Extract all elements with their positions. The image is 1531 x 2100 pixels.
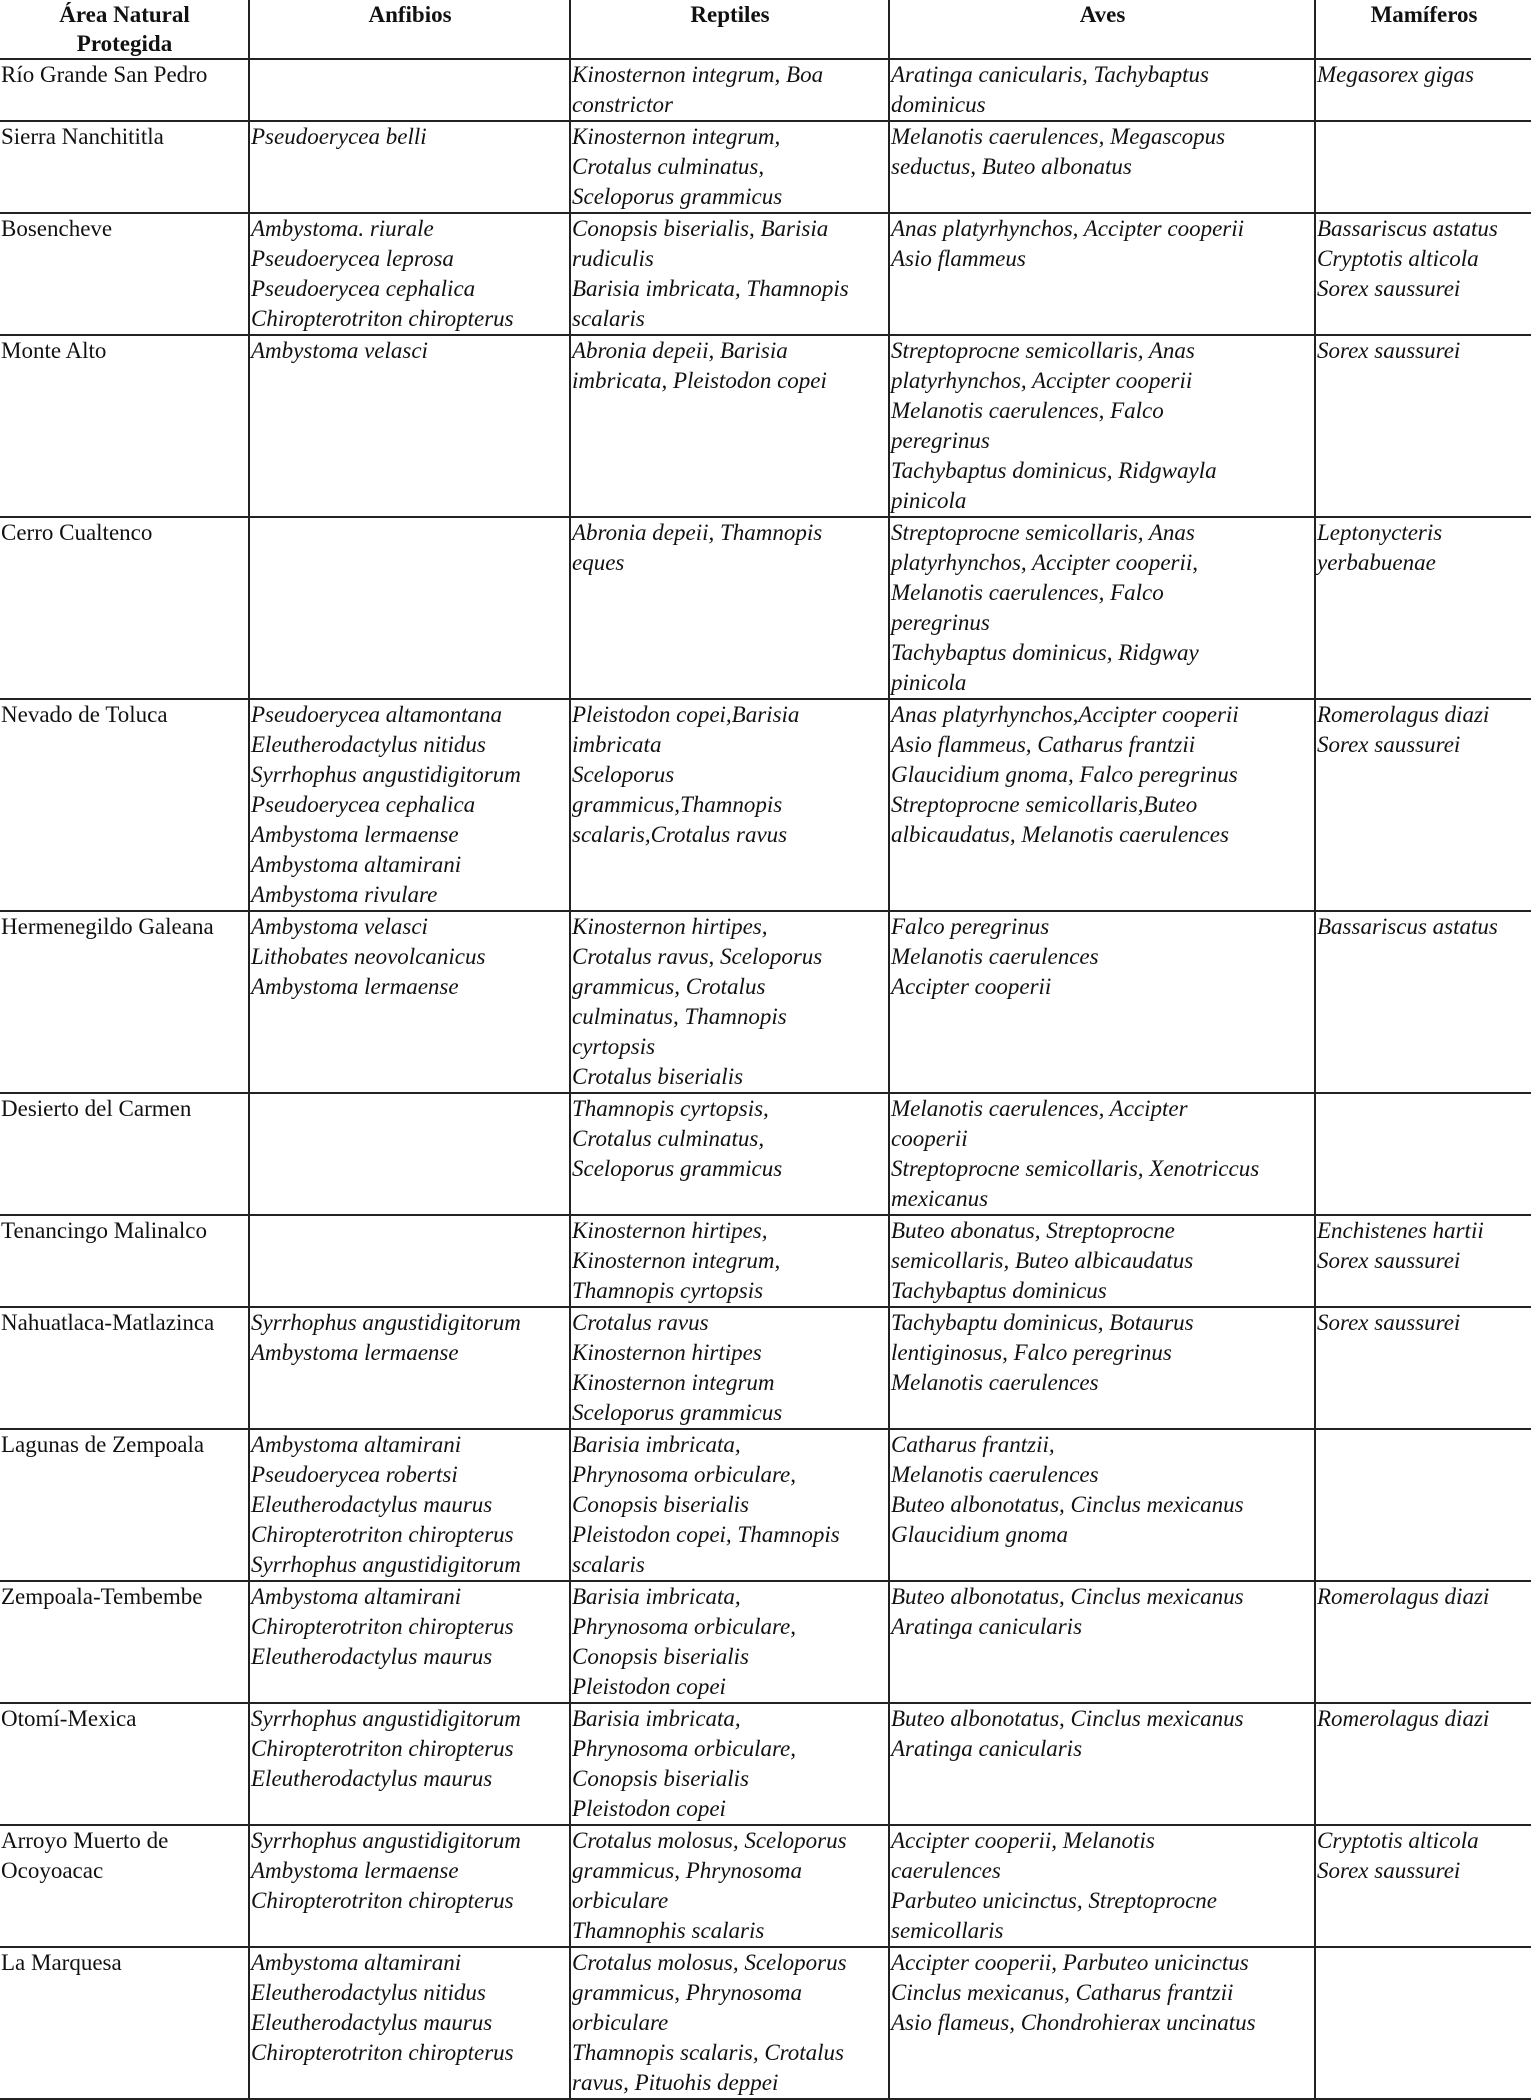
cell-anfibios <box>249 335 570 517</box>
header-text: Protegida <box>76 31 173 56</box>
cell-anfibios <box>249 121 570 213</box>
area-name: Lagunas de Zempoala <box>1 1432 205 1457</box>
cell-aves <box>889 335 1315 517</box>
species-name: Abronia depeii, Barisia <box>572 338 788 363</box>
species-name: Melanotis caerulences <box>891 1462 1099 1487</box>
species-name: seductus, Buteo albonatus <box>891 154 1132 179</box>
cell-mamiferos <box>1315 1429 1531 1581</box>
cell-mamiferos <box>1315 1307 1531 1429</box>
species-name: Ambystoma lermaense <box>251 974 459 999</box>
species-name: Chiropterotriton chiropterus <box>251 306 514 331</box>
species-name: Crotalus molosus, Sceloporus <box>572 1828 847 1853</box>
cell-mamiferos <box>1315 1215 1531 1307</box>
species-name: Aratinga canicularis <box>891 1736 1083 1761</box>
species-name: Cryptotis alticola <box>1317 1828 1479 1853</box>
species-name: Ambystoma. riurale <box>251 216 434 241</box>
species-name: Kinosternon integrum, Boa <box>572 62 824 87</box>
species-name: imbricata <box>572 732 662 757</box>
species-name: Syrrhophus angustidigitorum <box>251 1552 521 1577</box>
species-name: Streptoprocne semicollaris, Anas <box>891 338 1195 363</box>
species-name: Glaucidium gnoma <box>891 1522 1068 1547</box>
species-name: platyrhynchos, Accipter cooperii <box>891 368 1193 393</box>
header-row <box>0 0 1531 59</box>
species-name: Crotalus ravus <box>572 1310 709 1335</box>
species-name: Ambystoma lermaense <box>251 1858 459 1883</box>
species-name: Eleutherodactylus maurus <box>251 1766 493 1791</box>
species-name: albicaudatus, Melanotis caerulences <box>891 822 1229 847</box>
cell-anfibios <box>249 517 570 699</box>
area-name: Nahuatlaca-Matlazinca <box>1 1310 215 1335</box>
species-name: Asio flameus, Chondrohierax uncinatus <box>891 2010 1256 2035</box>
species-name: Melanotis caerulences <box>891 944 1099 969</box>
cell-area <box>0 1947 249 2099</box>
species-name: Syrrhophus angustidigitorum <box>251 1828 521 1853</box>
species-name: Romerolagus diazi <box>1317 702 1490 727</box>
species-name: Ambystoma lermaense <box>251 822 459 847</box>
species-name: Sceloporus <box>572 762 675 787</box>
species-name: Catharus frantzii, <box>891 1432 1055 1457</box>
species-name: Parbuteo unicinctus, Streptoprocne <box>891 1888 1217 1913</box>
species-name: Glaucidium gnoma, Falco peregrinus <box>891 762 1238 787</box>
species-name: Streptoprocne semicollaris, Xenotriccus <box>891 1156 1260 1181</box>
species-name: Conopsis biserialis, Barisia <box>572 216 829 241</box>
table-row <box>0 1947 1531 2099</box>
cell-reptiles <box>570 517 889 699</box>
species-name: Sorex saussurei <box>1317 1858 1461 1883</box>
species-name: Ambystoma altamirani <box>251 1432 462 1457</box>
species-name: Chiropterotriton chiropterus <box>251 1888 514 1913</box>
species-name: Sceloporus grammicus <box>572 184 783 209</box>
header-reptiles <box>570 0 889 59</box>
species-name: Phrynosoma orbiculare, <box>572 1462 797 1487</box>
species-name: grammicus, Phrynosoma <box>572 1980 802 2005</box>
species-name: grammicus, Crotalus <box>572 974 766 999</box>
area-name: Desierto del Carmen <box>1 1096 192 1121</box>
area-name: Tenancingo Malinalco <box>1 1218 207 1243</box>
cell-reptiles <box>570 1093 889 1215</box>
species-name: Pseudoerycea leprosa <box>251 246 454 271</box>
species-name: Buteo albonotatus, Cinclus mexicanus <box>891 1706 1244 1731</box>
species-name: eques <box>572 550 625 575</box>
table-row <box>0 121 1531 213</box>
header-area <box>0 0 249 59</box>
species-name: Asio flammeus, Catharus frantzii <box>891 732 1196 757</box>
area-name: Cerro Cualtenco <box>1 520 153 545</box>
species-name: Enchistenes hartii <box>1317 1218 1484 1243</box>
species-name: Melanotis caerulences, Falco <box>891 580 1164 605</box>
cell-area <box>0 213 249 335</box>
species-name: Syrrhophus angustidigitorum <box>251 1310 521 1335</box>
area-name: Bosencheve <box>1 216 113 241</box>
species-name: grammicus,Thamnopis <box>572 792 783 817</box>
species-name: Sorex saussurei <box>1317 338 1461 363</box>
cell-aves <box>889 911 1315 1093</box>
species-name: orbiculare <box>572 2010 669 2035</box>
species-name: Ambystoma velasci <box>251 914 428 939</box>
cell-area <box>0 1703 249 1825</box>
cell-aves <box>889 1093 1315 1215</box>
cell-area <box>0 1093 249 1215</box>
species-name: scalaris <box>572 306 645 331</box>
cell-reptiles <box>570 1429 889 1581</box>
table-row <box>0 1429 1531 1581</box>
species-name: grammicus, Phrynosoma <box>572 1858 802 1883</box>
area-name: Monte Alto <box>1 338 107 363</box>
cell-aves <box>889 1947 1315 2099</box>
species-name: Melanotis caerulences, Falco <box>891 398 1164 423</box>
species-name: Sorex saussurei <box>1317 732 1461 757</box>
species-name: Accipter cooperii, Melanotis <box>891 1828 1155 1853</box>
table-row <box>0 1093 1531 1215</box>
species-name: Kinosternon hirtipes, <box>572 914 768 939</box>
species-name: Chiropterotriton chiropterus <box>251 1522 514 1547</box>
species-name: rudiculis <box>572 246 654 271</box>
cell-mamiferos <box>1315 335 1531 517</box>
area-name: Ocoyoacac <box>1 1858 104 1883</box>
species-name: Streptoprocne semicollaris, Anas <box>891 520 1195 545</box>
species-name: Conopsis biserialis <box>572 1492 750 1517</box>
cell-anfibios <box>249 213 570 335</box>
species-name: Barisia imbricata, <box>572 1706 741 1731</box>
cell-area <box>0 335 249 517</box>
species-name: Asio flammeus <box>891 246 1026 271</box>
table-row <box>0 699 1531 911</box>
species-name: Romerolagus diazi <box>1317 1706 1490 1731</box>
cell-anfibios <box>249 1429 570 1581</box>
table-row <box>0 335 1531 517</box>
cell-reptiles <box>570 1825 889 1947</box>
species-name: peregrinus <box>891 610 990 635</box>
header-text: Área Natural <box>59 2 190 27</box>
cell-reptiles <box>570 335 889 517</box>
species-name: Pleistodon copei, Thamnopis <box>572 1522 840 1547</box>
cell-aves <box>889 213 1315 335</box>
species-name: Pseudoerycea altamontana <box>251 702 503 727</box>
species-name: cyrtopsis <box>572 1034 656 1059</box>
species-name: Anas platyrhynchos, Accipter cooperii <box>891 216 1245 241</box>
table-row <box>0 59 1531 121</box>
cell-anfibios <box>249 1581 570 1703</box>
area-name: Hermenegildo Galeana <box>1 914 214 939</box>
cell-anfibios <box>249 1703 570 1825</box>
species-name: Crotalus culminatus, <box>572 1126 765 1151</box>
header-anfibios <box>249 0 570 59</box>
area-name: Arroyo Muerto de <box>1 1828 169 1853</box>
species-name: Syrrhophus angustidigitorum <box>251 762 521 787</box>
species-name: Leptonycteris <box>1317 520 1443 545</box>
table-row <box>0 1307 1531 1429</box>
cell-reptiles <box>570 1581 889 1703</box>
cell-mamiferos <box>1315 1947 1531 2099</box>
species-name: Ambystoma lermaense <box>251 1340 459 1365</box>
species-name: Pleistodon copei,Barisia <box>572 702 800 727</box>
species-name: Melanotis caerulences, Megascopus <box>891 124 1226 149</box>
cell-anfibios <box>249 911 570 1093</box>
table-body <box>0 59 1531 2099</box>
cell-reptiles <box>570 213 889 335</box>
species-name: Syrrhophus angustidigitorum <box>251 1706 521 1731</box>
species-name: Pseudoerycea robertsi <box>251 1462 458 1487</box>
cell-area <box>0 517 249 699</box>
cell-reptiles <box>570 1947 889 2099</box>
species-name: Crotalus biserialis <box>572 1064 744 1089</box>
species-name: constrictor <box>572 92 673 117</box>
species-name: platyrhynchos, Accipter cooperii, <box>891 550 1199 575</box>
species-name: Chiropterotriton chiropterus <box>251 1736 514 1761</box>
table-row <box>0 517 1531 699</box>
species-name: Tachybaptus dominicus <box>891 1278 1107 1303</box>
cell-mamiferos <box>1315 1825 1531 1947</box>
species-name: Ambystoma altamirani <box>251 852 462 877</box>
species-name: Romerolagus diazi <box>1317 1584 1490 1609</box>
species-name: Crotalus ravus, Sceloporus <box>572 944 823 969</box>
cell-area <box>0 1215 249 1307</box>
cell-area <box>0 59 249 121</box>
species-name: Tachybaptus dominicus, Ridgwayla <box>891 458 1217 483</box>
species-name: caerulences <box>891 1858 1001 1883</box>
species-name: Thamnophis scalaris <box>572 1918 765 1943</box>
species-name: Sorex saussurei <box>1317 1248 1461 1273</box>
species-name: Conopsis biserialis <box>572 1644 750 1669</box>
cell-area <box>0 1307 249 1429</box>
species-name: culminatus, Thamnopis <box>572 1004 787 1029</box>
cell-area <box>0 911 249 1093</box>
area-name: Nevado de Toluca <box>1 702 168 727</box>
cell-area <box>0 1825 249 1947</box>
cell-mamiferos <box>1315 517 1531 699</box>
table-row <box>0 1581 1531 1703</box>
species-name: pinicola <box>891 670 967 695</box>
species-name: Buteo abonatus, Streptoprocne <box>891 1218 1175 1243</box>
cell-mamiferos <box>1315 213 1531 335</box>
species-name: Sorex saussurei <box>1317 1310 1461 1335</box>
cell-aves <box>889 1703 1315 1825</box>
species-name: lentiginosus, Falco peregrinus <box>891 1340 1172 1365</box>
area-name: Zempoala-Tembembe <box>1 1584 203 1609</box>
table-row <box>0 911 1531 1093</box>
species-name: Tachybaptus dominicus, Ridgway <box>891 640 1199 665</box>
species-name: Eleutherodactylus maurus <box>251 1644 493 1669</box>
species-name: Tachybaptu dominicus, Botaurus <box>891 1310 1194 1335</box>
cell-anfibios <box>249 1093 570 1215</box>
species-name: Accipter cooperii <box>891 974 1052 999</box>
species-name: Kinosternon hirtipes <box>572 1340 762 1365</box>
species-name: Sceloporus grammicus <box>572 1400 783 1425</box>
species-name: Bassariscus astatus <box>1317 216 1498 241</box>
cell-mamiferos <box>1315 1581 1531 1703</box>
species-name: Conopsis biserialis <box>572 1766 750 1791</box>
species-name: Phrynosoma orbiculare, <box>572 1614 797 1639</box>
species-name: Melanotis caerulences <box>891 1370 1099 1395</box>
species-name: Anas platyrhynchos,Accipter cooperii <box>891 702 1239 727</box>
table-row <box>0 1825 1531 1947</box>
species-name: Ambystoma velasci <box>251 338 428 363</box>
species-name: Melanotis caerulences, Accipter <box>891 1096 1188 1121</box>
species-name: Thamnopis cyrtopsis <box>572 1278 764 1303</box>
cell-mamiferos <box>1315 1093 1531 1215</box>
species-name: scalaris,Crotalus ravus <box>572 822 788 847</box>
species-name: Sorex saussurei <box>1317 276 1461 301</box>
species-name: scalaris <box>572 1552 645 1577</box>
species-name: semicollaris, Buteo albicaudatus <box>891 1248 1194 1273</box>
species-name: Lithobates neovolcanicus <box>251 944 486 969</box>
header-aves <box>889 0 1315 59</box>
species-name: Thamnopis cyrtopsis, <box>572 1096 769 1121</box>
species-name: Kinosternon hirtipes, <box>572 1218 768 1243</box>
species-name: Ambystoma altamirani <box>251 1584 462 1609</box>
species-name: Pseudoerycea belli <box>251 124 427 149</box>
table-row <box>0 213 1531 335</box>
cell-mamiferos <box>1315 911 1531 1093</box>
cell-mamiferos <box>1315 121 1531 213</box>
species-name: Barisia imbricata, <box>572 1432 741 1457</box>
cell-anfibios <box>249 59 570 121</box>
species-name: Falco peregrinus <box>891 914 1050 939</box>
header-text: Reptiles <box>690 2 770 27</box>
cell-aves <box>889 1307 1315 1429</box>
species-name: Crotalus molosus, Sceloporus <box>572 1950 847 1975</box>
table-row <box>0 1703 1531 1825</box>
header-text: Mamíferos <box>1370 2 1478 27</box>
species-name: yerbabuenae <box>1317 550 1436 575</box>
species-name: Pseudoerycea cephalica <box>251 276 476 301</box>
species-name: Eleutherodactylus nitidus <box>251 732 486 757</box>
table-row <box>0 1215 1531 1307</box>
species-name: Buteo albonotatus, Cinclus mexicanus <box>891 1492 1244 1517</box>
cell-aves <box>889 1429 1315 1581</box>
species-name: ravus, Pituohis deppei <box>572 2070 779 2095</box>
species-name: Abronia depeii, Thamnopis <box>572 520 823 545</box>
cell-aves <box>889 1215 1315 1307</box>
species-name: Pleistodon copei <box>572 1796 726 1821</box>
species-name: Ambystoma rivulare <box>251 882 438 907</box>
cell-aves <box>889 1825 1315 1947</box>
species-name: Kinosternon integrum <box>572 1370 775 1395</box>
area-name: Sierra Nanchititla <box>1 124 164 149</box>
species-name: Accipter cooperii, Parbuteo unicinctus <box>891 1950 1249 1975</box>
species-name: Chiropterotriton chiropterus <box>251 1614 514 1639</box>
cell-mamiferos <box>1315 1703 1531 1825</box>
header-text: Anfibios <box>368 2 452 27</box>
cell-reptiles <box>570 699 889 911</box>
species-name: Kinosternon integrum, <box>572 124 781 149</box>
species-name: Eleutherodactylus nitidus <box>251 1980 486 2005</box>
cell-anfibios <box>249 699 570 911</box>
cell-reptiles <box>570 1307 889 1429</box>
area-name: Otomí-Mexica <box>1 1706 137 1731</box>
species-name: Ambystoma altamirani <box>251 1950 462 1975</box>
species-name: Cryptotis alticola <box>1317 246 1479 271</box>
cell-reptiles <box>570 1215 889 1307</box>
cell-reptiles <box>570 1703 889 1825</box>
cell-area <box>0 699 249 911</box>
species-name: Buteo albonotatus, Cinclus mexicanus <box>891 1584 1244 1609</box>
species-name: Crotalus culminatus, <box>572 154 765 179</box>
species-name: pinicola <box>891 488 967 513</box>
cell-aves <box>889 121 1315 213</box>
cell-aves <box>889 699 1315 911</box>
cell-area <box>0 1429 249 1581</box>
species-name: Megasorex gigas <box>1317 62 1474 87</box>
species-name: cooperii <box>891 1126 968 1151</box>
species-name: Eleutherodactylus maurus <box>251 2010 493 2035</box>
header-text: Aves <box>1079 2 1126 27</box>
species-name: Chiropterotriton chiropterus <box>251 2040 514 2065</box>
header-mamiferos <box>1315 0 1531 59</box>
species-name: Phrynosoma orbiculare, <box>572 1736 797 1761</box>
cell-reptiles <box>570 59 889 121</box>
species-name: Eleutherodactylus maurus <box>251 1492 493 1517</box>
cell-area <box>0 121 249 213</box>
species-name: Streptoprocne semicollaris,Buteo <box>891 792 1198 817</box>
cell-aves <box>889 517 1315 699</box>
cell-anfibios <box>249 1307 570 1429</box>
cell-reptiles <box>570 121 889 213</box>
species-name: Barisia imbricata, <box>572 1584 741 1609</box>
species-name: Thamnopis scalaris, Crotalus <box>572 2040 845 2065</box>
species-name: Barisia imbricata, Thamnopis <box>572 276 849 301</box>
species-name: dominicus <box>891 92 986 117</box>
species-name: semicollaris <box>891 1918 1004 1943</box>
cell-anfibios <box>249 1825 570 1947</box>
species-name: Pleistodon copei <box>572 1674 726 1699</box>
area-name: La Marquesa <box>1 1950 122 1975</box>
species-name: imbricata, Pleistodon copei <box>572 368 827 393</box>
species-name: Pseudoerycea cephalica <box>251 792 476 817</box>
cell-reptiles <box>570 911 889 1093</box>
species-name: peregrinus <box>891 428 990 453</box>
species-name: Aratinga canicularis, Tachybaptus <box>891 62 1209 87</box>
species-name: Aratinga canicularis <box>891 1614 1083 1639</box>
species-name: Sceloporus grammicus <box>572 1156 783 1181</box>
cell-mamiferos <box>1315 699 1531 911</box>
species-name: Kinosternon integrum, <box>572 1248 781 1273</box>
cell-anfibios <box>249 1947 570 2099</box>
species-name: Bassariscus astatus <box>1317 914 1498 939</box>
cell-anfibios <box>249 1215 570 1307</box>
species-name: mexicanus <box>891 1186 989 1211</box>
cell-area <box>0 1581 249 1703</box>
species-name: orbiculare <box>572 1888 669 1913</box>
cell-aves <box>889 1581 1315 1703</box>
species-name: Cinclus mexicanus, Catharus frantzii <box>891 1980 1234 2005</box>
area-name: Río Grande San Pedro <box>1 62 208 87</box>
cell-mamiferos <box>1315 59 1531 121</box>
cell-aves <box>889 59 1315 121</box>
